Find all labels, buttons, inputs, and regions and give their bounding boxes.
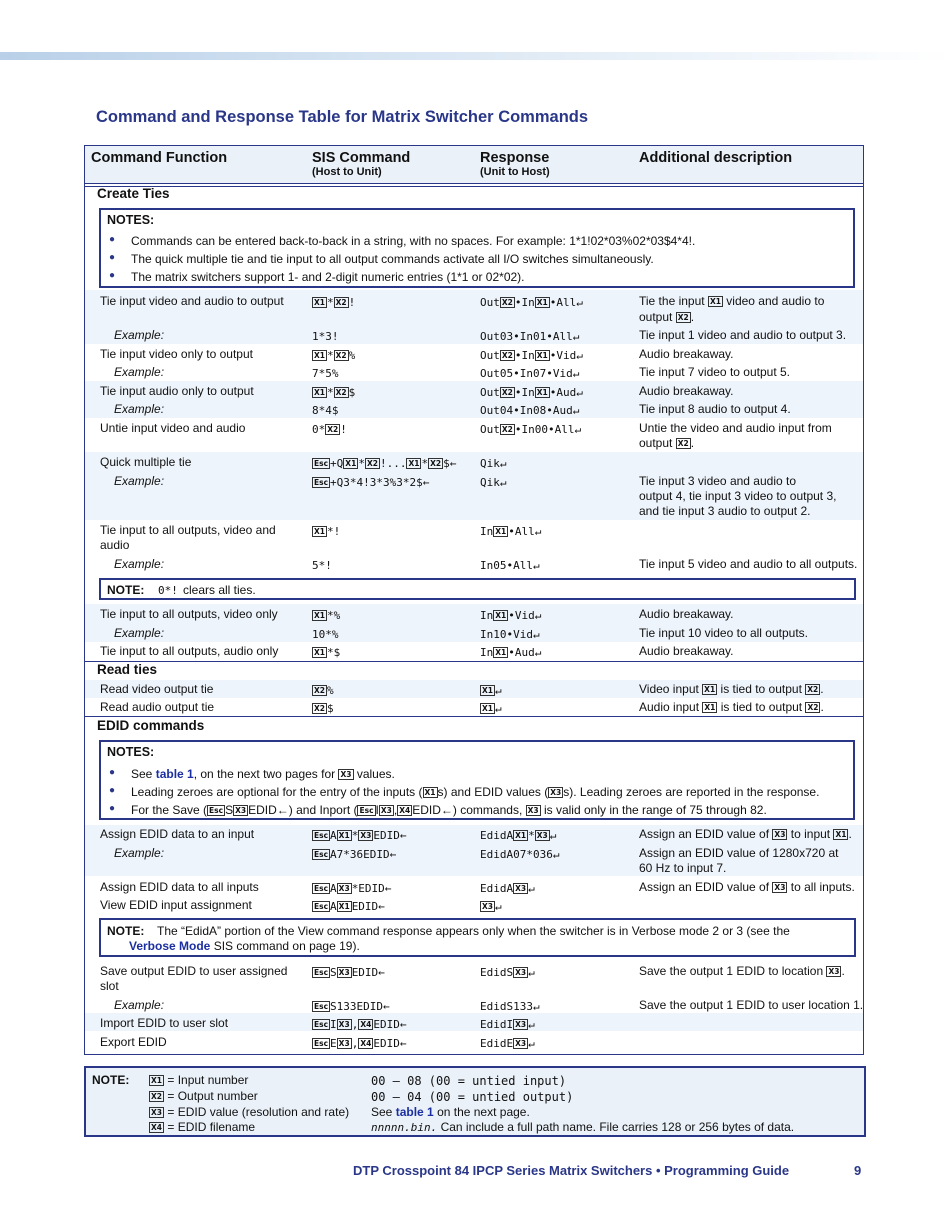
sis-command: Esc A X1 * X3 EDID←	[314, 829, 407, 842]
divider	[84, 186, 864, 187]
sis-command: X1 *%	[314, 609, 341, 622]
response: X1 ↵	[482, 702, 502, 715]
response: X1 ↵	[482, 684, 502, 697]
sis-command: X2 %	[314, 684, 334, 697]
legend-x2-range: 00 – 04 (00 = untied output)	[371, 1090, 574, 1104]
note-verbose	[99, 918, 856, 957]
description: Audio input X1 is tied to output X2 .	[639, 700, 824, 714]
cmd-function: Import EDID to user slot	[100, 1016, 229, 1030]
description: Tie input 1 video and audio to output 3.	[639, 328, 847, 342]
description: Tie input 8 audio to output 4.	[639, 402, 791, 416]
legend-note	[84, 1066, 866, 1137]
header-sis: SIS Command (Host to Unit)	[312, 150, 411, 178]
cmd-function: Assign EDID data to an input	[100, 827, 255, 841]
sis-command: X1 * X2 $	[314, 386, 356, 399]
note-text: clears all ties.	[183, 583, 256, 597]
example-label: Example:	[114, 474, 165, 488]
cmd-function: Export EDID	[100, 1035, 167, 1049]
header-function: Command Function	[91, 150, 228, 166]
response: EdidE X3 ↵	[480, 1037, 535, 1050]
description: Tie input 10 video to all outputs.	[639, 626, 808, 640]
cmd-function: Tie input to all outputs, video only	[100, 607, 278, 621]
cmd-function: slot	[100, 979, 119, 993]
description: Audio breakaway.	[639, 644, 734, 658]
note-label: NOTE:	[107, 924, 145, 938]
response: Out X2 •In X1 •All↵	[480, 296, 583, 309]
response: Out X2 •In00•All↵	[480, 423, 582, 436]
description: Assign an EDID value of 1280x720 at	[639, 846, 839, 860]
legend-x3-range: See table 1 on the next page.	[371, 1105, 530, 1119]
page-title: Command and Response Table for Matrix Switcher Commands	[96, 108, 589, 126]
page-number: 9	[854, 1163, 862, 1178]
legend-x4-desc: nnnnn.bin. Can include a full path name. File carries 128 or 256 bytes of data.	[371, 1120, 795, 1134]
response: Out03•In01•All↵	[480, 330, 580, 343]
description: 60 Hz to input 7.	[639, 861, 727, 875]
sis-command: Esc A7*36EDID←	[314, 848, 397, 861]
cmd-function: Quick multiple tie	[100, 455, 192, 469]
description: Assign an EDID value of X3 to all inputs.	[639, 880, 855, 894]
table-1-link[interactable]: table 1	[395, 1105, 434, 1119]
sis-command: Esc S133EDID←	[314, 1000, 390, 1013]
sis-command: 0* X2 !	[312, 423, 347, 436]
note-bullet: ● See table 1, on the next two pages for X3 values.	[131, 767, 395, 781]
header-response: Response (Unit to Host)	[480, 150, 550, 178]
description: Untie the video and audio input from	[639, 421, 832, 435]
description: Audio breakaway.	[639, 607, 734, 621]
description: Tie the input X1 video and audio to	[639, 294, 825, 308]
cmd-function: Tie input video and audio to output	[100, 294, 284, 308]
cmd-function: audio	[100, 538, 130, 552]
cmd-function: View EDID input assignment	[100, 898, 252, 912]
sis-command: Esc +Q X1 * X2 !... X1 * X2 $←	[314, 457, 457, 470]
note-code: 0*!	[158, 584, 178, 597]
cmd-function: Tie input audio only to output	[100, 384, 254, 398]
example-label: Example:	[114, 557, 165, 571]
note-bullet: ● Commands can be entered back-to-back in a string, with no spaces. For example: 1*1!02*03%02*03$4*4!.	[131, 234, 695, 248]
sis-command: X2 $	[314, 702, 334, 715]
sis-command: Esc E X3 , X4 EDID←	[314, 1037, 407, 1050]
response: In05•All↵	[480, 559, 540, 572]
response: Out X2 •In X1 •Aud↵	[480, 386, 583, 399]
top-gradient-bar	[0, 52, 950, 60]
description: Tie input 7 video to output 5.	[639, 365, 790, 379]
sis-command: Esc +Q3*4!3*3%3*2$←	[314, 476, 430, 489]
cmd-function: Assign EDID data to all inputs	[100, 880, 259, 894]
description: Save the output 1 EDID to user location 1.	[639, 998, 864, 1012]
response: Qik↵	[480, 457, 507, 470]
legend-x1: X1 = Input number	[151, 1073, 249, 1087]
response: Out05•In07•Vid↵	[480, 367, 580, 380]
sis-command: 1*3!	[312, 330, 339, 343]
cmd-function: Untie input video and audio	[100, 421, 246, 435]
cmd-function: Read video output tie	[100, 682, 214, 696]
description: Audio breakaway.	[639, 384, 734, 398]
sis-command: X1 *$	[314, 646, 341, 659]
section-read-ties: Read ties	[97, 662, 158, 677]
note-label: NOTE:	[107, 583, 145, 597]
response: In X1 •All↵	[480, 525, 542, 538]
table-1-link[interactable]: table 1	[155, 767, 194, 781]
example-label: Example:	[114, 402, 165, 416]
response: EdidS133↵	[480, 1000, 540, 1013]
footer-title: DTP Crosspoint 84 IPCP Series Matrix Switchers • Programming Guide	[353, 1163, 790, 1178]
response: Out X2 •In X1 •Vid↵	[480, 349, 583, 362]
sis-command: 7*5%	[312, 367, 339, 380]
example-label: Example:	[114, 365, 165, 379]
description: and tie input 3 audio to output 2.	[639, 504, 811, 518]
section-create-ties: Create Ties	[97, 186, 170, 201]
description: Assign an EDID value of X3 to input X1 .	[639, 827, 852, 841]
verbose-mode-link[interactable]: Verbose Mode	[129, 939, 211, 953]
description: Audio breakaway.	[639, 347, 734, 361]
response: In10•Vid↵	[480, 628, 540, 641]
sis-command: Esc I X3 , X4 EDID←	[314, 1018, 407, 1031]
note-text-line2: Verbose Mode SIS command on page 19).	[129, 939, 360, 953]
legend-label: NOTE:	[92, 1073, 130, 1087]
example-label: Example:	[114, 998, 165, 1012]
legend-x3: X3 = EDID value (resolution and rate)	[151, 1105, 350, 1119]
note-bullet: ● Leading zeroes are optional for the entry of the inputs ( X1 s) and EDID values ( X3 s). Leading zeroes are reported in the response.	[131, 785, 819, 799]
note-clear-ties	[99, 578, 856, 600]
response: EdidA X1 * X3 ↵	[480, 829, 557, 842]
cmd-function: Save output EDID to user assigned	[100, 964, 288, 978]
sis-command: X1 * X2 %	[314, 349, 356, 362]
note-bullet: ● For the Save ( Esc S X3 EDID←) and Inport ( Esc I X3 , X4 EDID←) commands, X3 is valid only in the range of 75 through 82.	[131, 803, 767, 817]
note-bullet: ● The quick multiple tie and tie input to all output commands activate all I/O switches simultaneously.	[131, 252, 654, 266]
note-text: The “EdidA” portion of the View command response appears only when the switcher is in Verbose mode 2 or 3 (see the	[157, 924, 790, 938]
response: In X1 •Vid↵	[480, 609, 542, 622]
description: Tie input 5 video and audio to all outputs.	[639, 557, 858, 571]
description: output X2 .	[639, 436, 695, 450]
section-edid: EDID commands	[97, 718, 205, 733]
notes-box: NOTES: ● See table 1, on the next two pages for X3 values. ● Leading zeroes are optional for the entry of the inputs ( X1 s) and EDID values ( X3 s). Leading zeroes are reported in the response. ● For the Save ( Esc S X3 EDID←) and Inport ( Esc I X3 , X4 EDID←) commands, X3 is valid only in the range of 75 through 82.	[99, 740, 855, 820]
divider	[84, 183, 864, 184]
cmd-function: Tie input video only to output	[100, 347, 253, 361]
example-label: Example:	[114, 626, 165, 640]
response: EdidA X3 ↵	[480, 882, 535, 895]
description: Tie input 3 video and audio to	[639, 474, 797, 488]
sis-command: 5*!	[312, 559, 332, 572]
response: In X1 •Aud↵	[480, 646, 542, 659]
sis-command: Esc S X3 EDID←	[314, 966, 385, 979]
cmd-function: Read audio output tie	[100, 700, 215, 714]
notes-box: NOTES: ● Commands can be entered back-to-back in a string, with no spaces. For example: 1*1!02*03%02*03$4*4!. ● The quick multiple tie and tie input to all output commands activate all I/O switches simultaneously. ● The matrix switchers support 1- and 2-digit numeric entries (1*1 or 02*02).	[99, 208, 855, 288]
sis-command: Esc A X3 *EDID←	[314, 882, 392, 895]
sis-command: X1 *!	[314, 525, 341, 538]
sis-command: X1 * X2 !	[314, 296, 356, 309]
response: EdidA07*036↵	[480, 848, 560, 861]
legend-x1-range: 00 – 08 (00 = untied input)	[371, 1074, 567, 1088]
example-label: Example:	[114, 846, 165, 860]
note-bullet: ● The matrix switchers support 1- and 2-digit numeric entries (1*1 or 02*02).	[131, 270, 525, 284]
cmd-function: Tie input to all outputs, audio only	[100, 644, 279, 658]
sis-command: 10*%	[312, 628, 339, 641]
description: output 4, tie input 3 video to output 3,	[639, 489, 837, 503]
sis-command: Esc A X1 EDID←	[314, 900, 385, 913]
divider	[84, 661, 864, 662]
sis-command: 8*4$	[312, 404, 339, 417]
response: Out04•In08•Aud↵	[480, 404, 580, 417]
description: output X2 .	[639, 310, 695, 324]
response: EdidI X3 ↵	[480, 1018, 535, 1031]
legend-x2: X2 = Output number	[151, 1089, 258, 1103]
example-label: Example:	[114, 328, 165, 342]
cmd-function: Tie input to all outputs, video and	[100, 523, 276, 537]
description: Save the output 1 EDID to location X3 .	[639, 964, 845, 978]
response: EdidS X3 ↵	[480, 966, 535, 979]
response: Qik↵	[480, 476, 507, 489]
legend-x4: X4 = EDID filename	[151, 1120, 256, 1134]
divider	[84, 716, 864, 717]
response: X3 ↵	[482, 900, 502, 913]
description: Video input X1 is tied to output X2 .	[639, 682, 824, 696]
header-description: Additional description	[639, 150, 793, 166]
